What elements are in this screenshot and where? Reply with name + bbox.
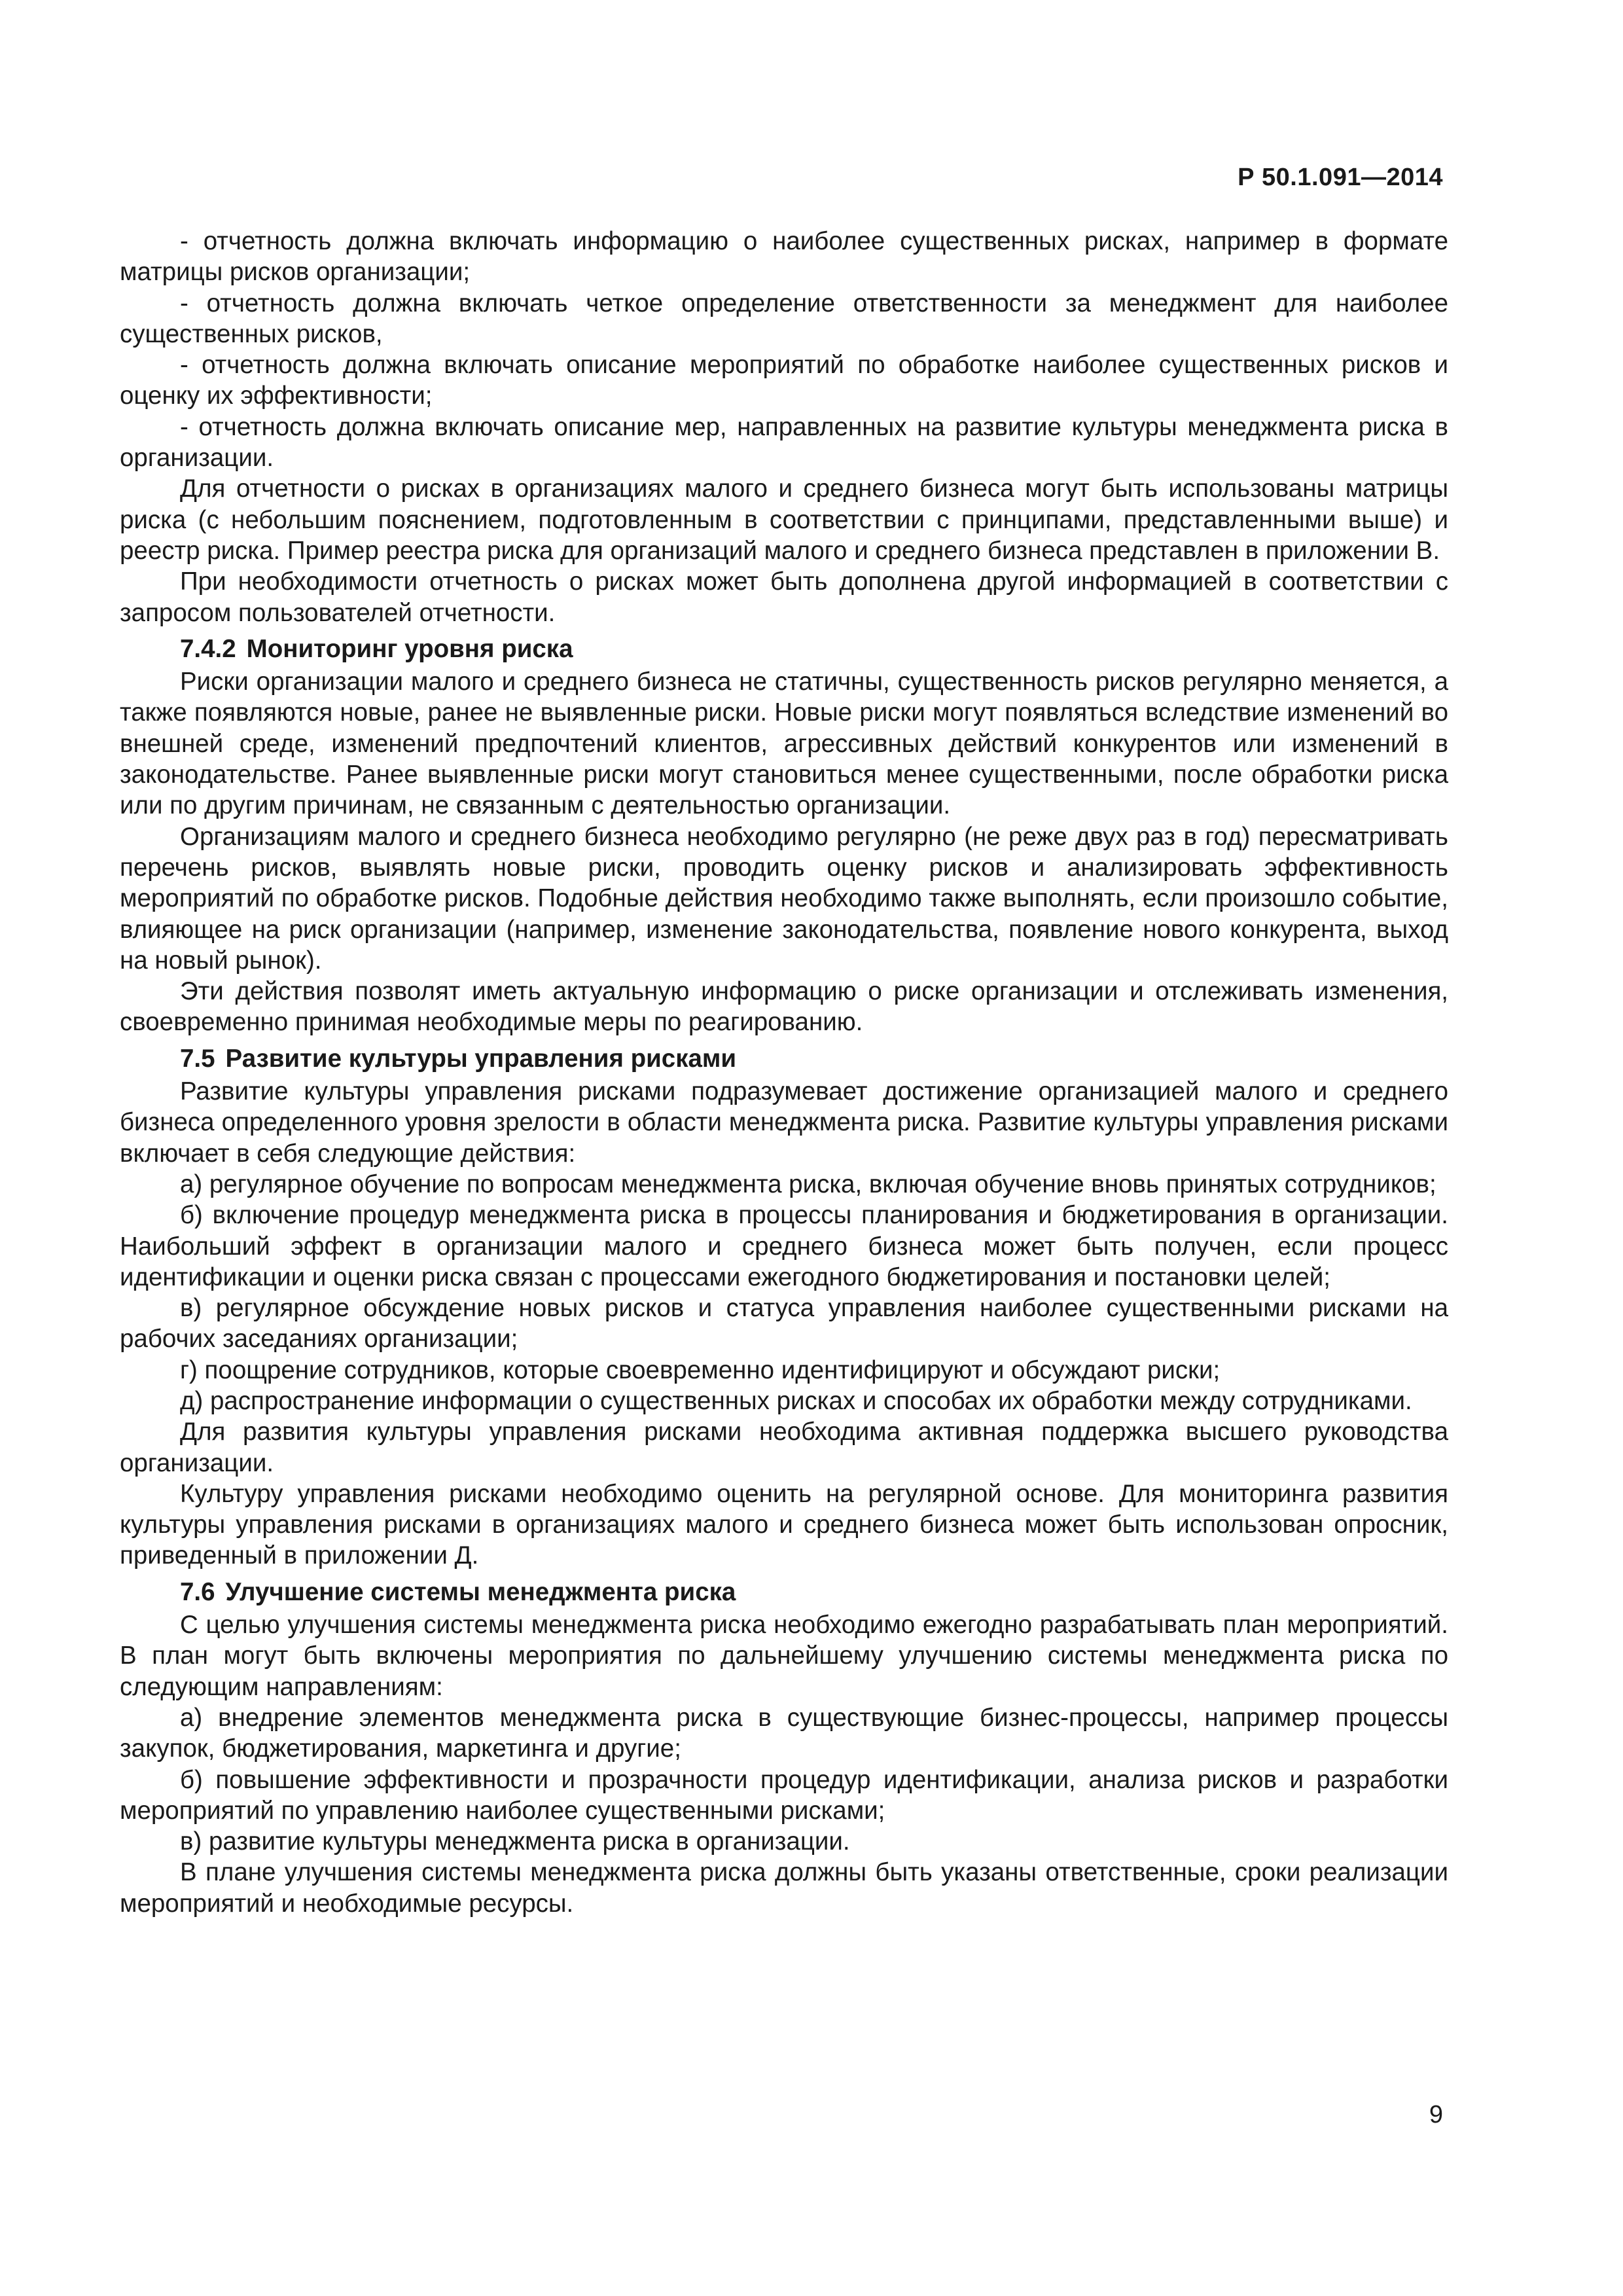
paragraph: С целью улучшения системы менеджмента риска необходимо ежегодно разрабатывать план мероприятий. В план могут быть включены мероприятия по дальнейшему улучшению системы менеджмента риска по следующим направлениям: [120, 1611, 1448, 1701]
document-code: Р 50.1.091—2014 [1238, 164, 1443, 191]
list-item: б) повышение эффективности и прозрачности процедур идентификации, анализа рисков и разработки мероприятий по управлению наиболее существенными рисками; [120, 1765, 1448, 1825]
paragraph: Для развития культуры управления рисками необходима активная поддержка высшего руководства организации. [120, 1418, 1448, 1477]
section-heading-7-5 [120, 1038, 1448, 1076]
paragraph: - отчетность должна включать описание мероприятий по обработке наиболее существенных рисков и оценку их эффективности; [120, 351, 1448, 410]
paragraph: Организациям малого и среднего бизнеса необходимо регулярно (не реже двух раз в год) пересматривать перечень рисков, выявлять новые риски, проводить оценку рисков и анализировать эффективность мероприятий по обработке рисков. Подобные действия необходимо также выполнять, если произошло событие, влияющее на риск организации (например, изменение законодательства, появление нового конкурента, выход на новый рынок). [120, 822, 1448, 975]
paragraph: В плане улучшения системы менеджмента риска должны быть указаны ответственные, сроки реализации мероприятий и необходимые ресурсы. [120, 1858, 1448, 1918]
document-body [120, 226, 1448, 1919]
list-item: б) включение процедур менеджмента риска в процессы планирования и бюджетирования в организации. Наибольший эффект в организации малого и среднего бизнеса может быть получен, если процесс идентификации и оценки риска связан с процессами ежегодного бюджетирования и постановки целей; [120, 1201, 1448, 1291]
paragraph: При необходимости отчетность о рисках может быть дополнена другой информацией в соответствии с запросом пользователей отчетности. [120, 567, 1448, 627]
section-heading-7-6 [120, 1571, 1448, 1609]
list-item: г) поощрение сотрудников, которые своевременно идентифицируют и обсуждают риски; [180, 1355, 1221, 1384]
list-item: в) регулярное обсуждение новых рисков и статуса управления наиболее существенными рисками на рабочих заседаниях организации; [120, 1294, 1448, 1354]
list-item: в) развитие культуры менеджмента риска в организации. [180, 1827, 850, 1856]
section-number: 7.6 [180, 1577, 215, 1606]
page-number: 9 [1429, 2101, 1443, 2128]
list-item: а) регулярное обучение по вопросам менеджмента риска, включая обучение вновь принятых сотрудников; [180, 1170, 1436, 1198]
paragraph: - отчетность должна включать информацию о наиболее существенных рисках, например в формате матрицы рисков организации; [120, 227, 1448, 287]
paragraph: Эти действия позволят иметь актуальную информацию о риске организации и отслеживать изменения, своевременно принимая необходимые меры по реагированию. [120, 977, 1448, 1037]
section-title: Улучшение системы менеджмента риска [225, 1577, 736, 1606]
paragraph: - отчетность должна включать описание мер, направленных на развитие культуры менеджмента риска в организации. [120, 412, 1448, 473]
paragraph: Для отчетности о рисках в организациях малого и среднего бизнеса могут быть использованы матрицы риска (с небольшим пояснением, подготовленным в соответствии с принципами, представленными выше) и реестр риска. Пример реестра риска для организаций малого и среднего бизнеса представлен в приложении В. [120, 475, 1448, 565]
section-number: 7.4.2 [180, 634, 236, 663]
paragraph: Риски организации малого и среднего бизнеса не статичны, существенность рисков регулярно меняется, а также появляются новые, ранее не выявленные риски. Новые риски могут появляться вследствие изменений во внешней среде, изменений предпочтений клиентов, агрессивных действий конкурентов или изменений в законодательстве. Ранее выявленные риски могут становиться менее существенными, после обработки риска или по другим причинам, не связанным с деятельностью организации. [120, 668, 1448, 820]
paragraph: - отчетность должна включать четкое определение ответственности за менеджмент для наиболее существенных рисков, [120, 289, 1448, 348]
paragraph: Развитие культуры управления рисками подразумевает достижение организацией малого и среднего бизнеса определенного уровня зрелости в области менеджмента риска. Развитие культуры управления рисками включает в себя следующие действия: [120, 1077, 1448, 1168]
list-item: а) внедрение элементов менеджмента риска в существующие бизнес-процессы, например процессы закупок, бюджетирования, маркетинга и другие; [120, 1703, 1448, 1763]
section-title: Развитие культуры управления рисками [225, 1044, 737, 1073]
section-title: Мониторинг уровня риска [246, 634, 573, 663]
section-heading-7-4-2 [120, 628, 1448, 666]
paragraph: Культуру управления рисками необходимо оценить на регулярной основе. Для мониторинга развития культуры управления рисками в организациях малого и среднего бизнеса может быть использован опросник, приведенный в приложении Д. [120, 1479, 1448, 1570]
list-item: д) распространение информации о существенных рисках и способах их обработки между сотрудниками. [180, 1386, 1412, 1415]
section-number: 7.5 [180, 1044, 215, 1073]
